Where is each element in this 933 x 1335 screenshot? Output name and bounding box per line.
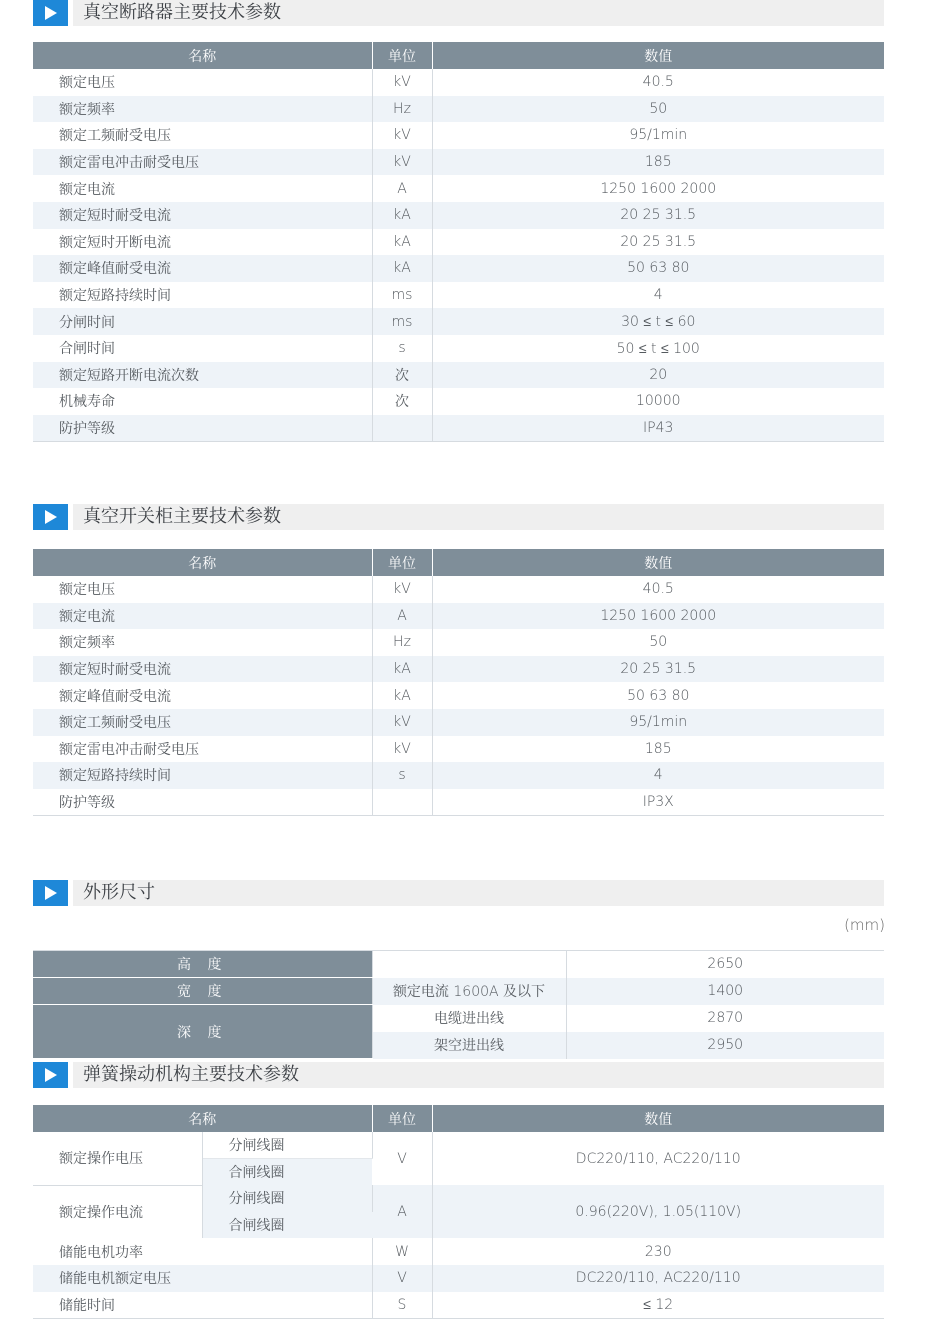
row-unit	[372, 415, 432, 442]
row-value: 185	[644, 740, 672, 757]
row-name: 额定短时耐受电流	[33, 202, 372, 229]
dimension-condition: 额定电流 1600A 及以下	[372, 978, 566, 1005]
section-title: 弹簧操动机构主要技术参数	[83, 1064, 299, 1085]
row-unit: kV	[372, 736, 432, 763]
row-unit: kA	[372, 682, 432, 709]
table-row	[33, 229, 884, 256]
table-row	[33, 388, 884, 415]
row-unit: S	[372, 1292, 432, 1319]
row-name: 额定工频耐受电压	[33, 122, 372, 149]
section-header-breaker	[33, 0, 884, 26]
row-name: 额定频率	[33, 96, 372, 123]
row-value: DC220/110, AC220/110	[432, 1265, 884, 1292]
dimension-label-width: 宽 度	[33, 978, 372, 1005]
row-name: 储能电机额定电压	[33, 1265, 372, 1292]
row-value: 50 ≤ t ≤ 100	[616, 340, 700, 357]
row-name: 储能电机功率	[33, 1238, 372, 1265]
row-unit: W	[372, 1238, 432, 1265]
row-value: 30 ≤ t ≤ 60	[432, 308, 884, 335]
row-unit: kV	[372, 576, 432, 603]
table-row	[33, 1185, 884, 1212]
row-value: 1250 1600 2000	[600, 180, 717, 197]
column-header-name: 名称	[33, 1105, 372, 1132]
row-unit	[372, 789, 432, 816]
row-name: 合闸时间	[33, 335, 372, 362]
table-row	[33, 362, 884, 389]
table-row	[33, 282, 884, 309]
row-value: 20 25 31.5	[432, 202, 884, 229]
row-value: 95/1min	[432, 709, 884, 736]
column-header-unit: 单位	[372, 549, 432, 576]
row-value: ≤ 12	[432, 1292, 884, 1319]
section-header-cabinet	[33, 504, 884, 530]
table-row	[33, 762, 884, 789]
dimension-value: 1400	[566, 978, 884, 1005]
table-row	[33, 656, 884, 683]
row-unit: kV	[372, 709, 432, 736]
row-name: 额定电流	[33, 603, 372, 630]
row-unit: kV	[372, 69, 432, 96]
row-subname: 合闸线圈	[202, 1159, 372, 1186]
row-value: 50 63 80	[627, 687, 690, 704]
row-subname: 合闸线圈	[202, 1212, 372, 1239]
row-name: 额定工频耐受电压	[33, 709, 372, 736]
column-header-value: 数值	[432, 1105, 884, 1132]
row-value: 0.96(220V), 1.05(110V)	[432, 1185, 884, 1238]
row-value: 40.5	[642, 74, 674, 91]
row-unit: kA	[372, 656, 432, 683]
row-value: 1250 1600 2000	[432, 603, 884, 630]
row-name: 额定短路持续时间	[33, 762, 372, 789]
row-value: 95/1min	[629, 127, 688, 144]
row-name: 额定频率	[33, 629, 372, 656]
section-header-spring	[33, 1062, 884, 1088]
dimension-condition: 电缆进出线	[372, 1005, 566, 1032]
dimension-condition	[372, 951, 566, 978]
table-row	[33, 175, 884, 202]
row-value: 4	[432, 762, 884, 789]
row-unit: A	[372, 175, 432, 202]
row-value: 230	[644, 1243, 672, 1260]
row-unit: 次	[372, 388, 432, 415]
row-unit: kA	[372, 229, 432, 256]
row-name: 额定峰值耐受电流	[33, 682, 372, 709]
spring-mechanism-table	[33, 1105, 884, 1319]
section-header-dimensions	[33, 880, 884, 906]
table-row	[33, 335, 884, 362]
dimension-condition: 架空进出线	[372, 1032, 566, 1059]
row-value: DC220/110, AC220/110	[575, 1150, 741, 1167]
dimensions-table	[33, 950, 884, 1059]
row-unit: 次	[372, 362, 432, 389]
table-row	[33, 603, 884, 630]
row-name: 额定峰值耐受电流	[33, 255, 372, 282]
table-row	[33, 255, 884, 282]
row-unit: Hz	[372, 96, 432, 123]
row-name: 防护等级	[33, 415, 372, 442]
row-name: 额定电流	[33, 175, 372, 202]
row-unit: A	[372, 603, 432, 630]
table-row	[33, 629, 884, 656]
row-name: 额定短时耐受电流	[33, 656, 372, 683]
table-row	[33, 96, 884, 123]
row-unit: kA	[372, 202, 432, 229]
table-row	[33, 1132, 884, 1159]
breaker-parameters-table	[33, 42, 884, 442]
dimension-label-height: 高 度	[33, 951, 372, 978]
dimension-value: 2650	[566, 951, 884, 978]
row-value: IP43	[432, 415, 884, 442]
row-unit: kV	[372, 149, 432, 176]
row-unit: Hz	[372, 629, 432, 656]
column-header-value: 数值	[432, 549, 884, 576]
row-name: 分闸时间	[33, 308, 372, 335]
row-name: 额定操作电压	[33, 1132, 202, 1185]
play-arrow-icon	[33, 0, 68, 26]
row-unit: ms	[372, 308, 432, 335]
row-name: 额定雷电冲击耐受电压	[33, 149, 372, 176]
row-unit: V	[372, 1265, 432, 1292]
table-row	[33, 1292, 884, 1319]
row-name: 额定雷电冲击耐受电压	[33, 736, 372, 763]
table-row	[33, 415, 884, 442]
row-value: 4	[653, 287, 663, 304]
row-name: 储能时间	[33, 1292, 372, 1319]
table-row	[33, 149, 884, 176]
play-arrow-icon	[33, 880, 68, 906]
row-unit: kV	[372, 122, 432, 149]
row-name: 额定短路开断电流次数	[33, 362, 372, 389]
play-arrow-icon	[33, 1062, 68, 1088]
unit-note: (mm)	[844, 916, 885, 934]
table-row	[33, 69, 884, 96]
table-row	[33, 789, 884, 816]
column-header-unit: 单位	[372, 42, 432, 69]
dimension-value: 2950	[566, 1032, 884, 1059]
row-value: IP3X	[432, 789, 884, 816]
table-row	[33, 1265, 884, 1292]
table-row	[33, 951, 884, 978]
row-name: 防护等级	[33, 789, 372, 816]
row-name: 额定短时开断电流	[33, 229, 372, 256]
row-value: 10000	[635, 393, 681, 410]
table-row	[33, 576, 884, 603]
play-arrow-icon	[33, 504, 68, 530]
table-row	[33, 736, 884, 763]
table-row	[33, 1238, 884, 1265]
dimension-value: 2870	[707, 1010, 744, 1026]
row-value: 20 25 31.5	[620, 233, 697, 250]
column-header-name: 名称	[33, 42, 372, 69]
table-row	[33, 1005, 884, 1032]
row-value: 50	[432, 96, 884, 123]
row-name: 额定操作电流	[33, 1185, 202, 1238]
row-name: 额定电压	[33, 69, 372, 96]
table-row	[33, 709, 884, 736]
row-unit: A	[372, 1185, 432, 1238]
row-name: 额定短路持续时间	[33, 282, 372, 309]
table-row	[33, 122, 884, 149]
row-unit: kA	[372, 255, 432, 282]
section-title: 外形尺寸	[83, 882, 155, 903]
row-name: 机械寿命	[33, 388, 372, 415]
row-value: 20 25 31.5	[432, 656, 884, 683]
column-header-value: 数值	[432, 42, 884, 69]
row-unit: ms	[372, 282, 432, 309]
section-title: 真空断路器主要技术参数	[83, 2, 281, 23]
section-title: 真空开关柜主要技术参数	[83, 506, 281, 527]
row-subname: 分闸线圈	[202, 1132, 372, 1159]
table-row	[33, 202, 884, 229]
row-subname: 分闸线圈	[202, 1185, 372, 1212]
table-row	[33, 682, 884, 709]
row-value: 40.5	[642, 581, 674, 598]
row-unit: V	[372, 1132, 432, 1185]
row-value: 185	[432, 149, 884, 176]
column-header-unit: 单位	[372, 1105, 432, 1132]
column-header-name: 名称	[33, 549, 372, 576]
row-value: 20	[432, 362, 884, 389]
row-value: 50 63 80	[432, 255, 884, 282]
row-name: 额定电压	[33, 576, 372, 603]
table-row	[33, 308, 884, 335]
dimension-label-depth: 深 度	[33, 1005, 372, 1059]
cabinet-parameters-table	[33, 549, 884, 816]
row-unit: s	[372, 762, 432, 789]
row-value: 50	[649, 634, 668, 651]
row-unit: s	[372, 335, 432, 362]
table-row	[33, 978, 884, 1005]
